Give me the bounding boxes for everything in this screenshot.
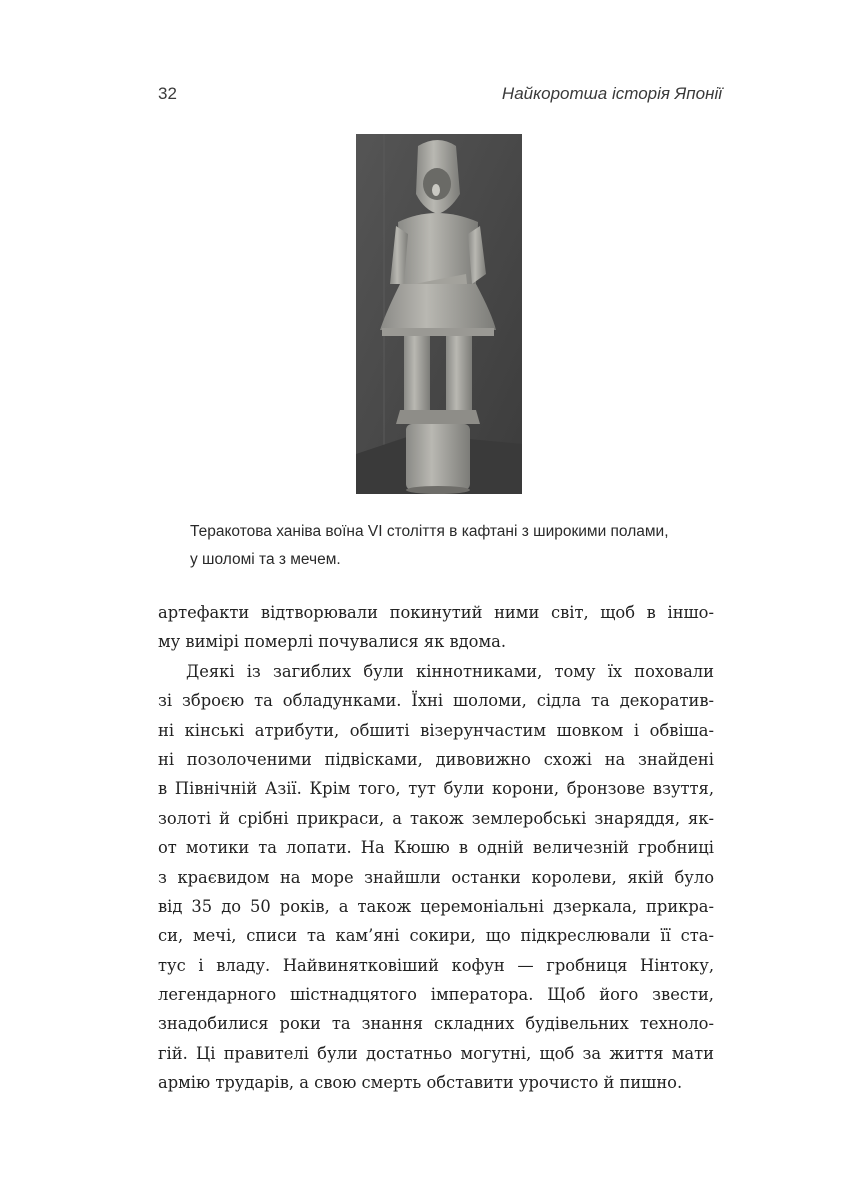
body-line: зі зброєю та обладунками. Їхні шоломи, сідла та декоратив- [158,691,714,711]
body-line: тус і владу. Найвинятковіший кофун — гробниця Нінтоку, [158,955,714,975]
page-number: 32 [158,84,177,103]
body-line: в Північній Азії. Крім того, тут були корони, бронзове взуття, [158,779,714,799]
body-line: ні кінські атрибути, обшиті візерунчастим шовком і обвіша- [158,720,714,740]
haniwa-warrior-photo [356,134,522,494]
caption-line: у шоломі та з мечем. [190,551,341,568]
figure-caption [190,518,700,574]
body-line: знадобилися роки та знання складних будівельних техноло- [158,1014,714,1034]
body-line: артефакти відтворювали покинутий ними світ, щоб в іншо- [158,603,714,622]
body-line: Деякі із загиблих були кіннотниками, тому їх поховали [186,661,714,681]
running-head [158,84,722,108]
book-title: Найкоротша історія Японії [501,84,722,103]
body-line: гій. Ці правителі були достатньо могутні, щоб за життя мати [158,1043,714,1063]
body-line: му вимірі померлі почувалися як вдома. [158,632,507,652]
body-line: з краєвидом на море знайшли останки королеви, якій було [158,867,714,887]
body-text [158,598,714,1098]
body-line: ні позолоченими підвісками, дивовижно схожі на знайдені [158,749,714,769]
body-line: золоті й срібні прикраси, а також землеробські знаряддя, як- [158,808,714,828]
body-line: си, мечі, списи та кам’яні сокири, що підкреслювали її ста- [158,926,714,946]
body-line: от мотики та лопати. На Кюшю в одній величезній гробниці [158,838,714,858]
haniwa-figure-illustration [356,134,522,494]
body-line: від 35 до 50 років, а також церемоніальні дзеркала, прикра- [158,896,714,916]
body-line: легендарного шістнадцятого імператора. Щоб його звести, [158,985,714,1005]
caption-line: Теракотова ханіва воїна VI століття в кафтані з широкими полами, [190,523,669,540]
body-line: армію трударів, а свою смерть обставити урочисто й пишно. [158,1073,683,1093]
